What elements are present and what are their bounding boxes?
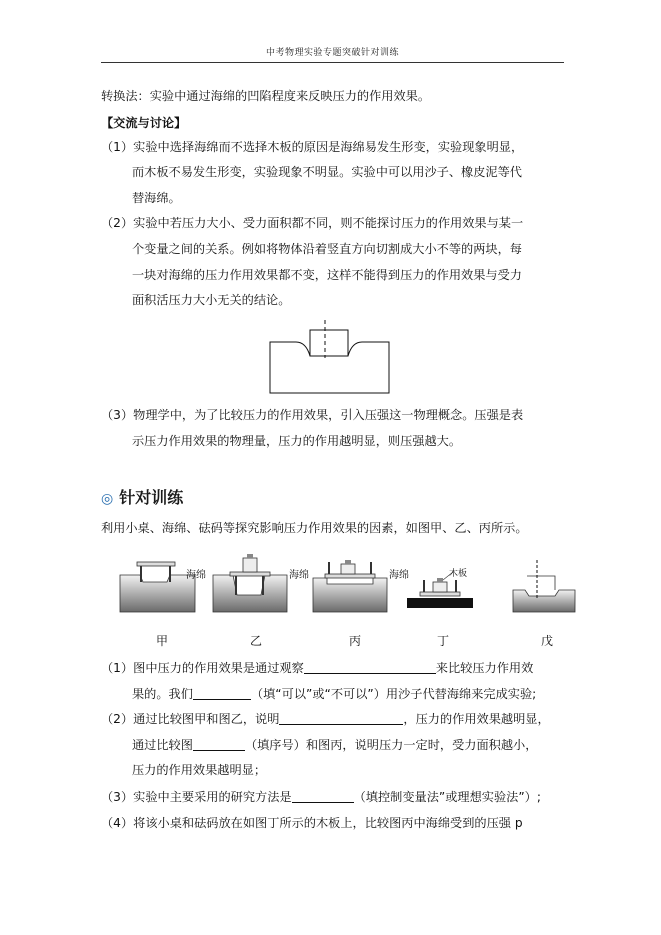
discussion-item-1-line-2: 而木板不易发生形变，实验现象不明显。实验中可以用沙子、橡皮泥等代 [132, 165, 522, 179]
question-1-line-2 [132, 685, 536, 702]
figure-yi [213, 554, 287, 612]
discussion-item-2-line-2: 个变量之间的关系。例如将物体沿着竖直方向切割成大小不等的两块，每 [132, 242, 522, 256]
page-header: 中考物理实验专题突破针对训练 [265, 48, 399, 58]
figure-bing [313, 560, 387, 612]
sponge-label-2: 海绵 [289, 570, 309, 581]
discussion-item-2-line-4: 面积活压力大小无关的结论。 [132, 293, 291, 307]
sponge-label-3: 海绵 [389, 570, 409, 581]
q2b-text-pre: 通过比较图 [132, 738, 193, 752]
discussion-item-2-line-3: 一块对海绵的压力作用效果都不变，这样不能得到压力的作用效果与受力 [132, 268, 522, 282]
q1b-text-pre: 果的。我们 [132, 687, 193, 701]
question-2-line-2 [132, 736, 537, 753]
caption-bing: 丙 [349, 634, 362, 648]
q3-answer-blank[interactable] [292, 790, 354, 803]
q3-text-post: （填控制变量法”或理想实验法”）; [353, 790, 541, 804]
q2b-text-post: （填序号）和图丙，说明压力一定时，受力面积越小， [244, 738, 538, 752]
discussion-item-3-line-2: 示压力作用效果的物理量，压力的作用越明显，则压强越大。 [132, 434, 462, 448]
q2-answer-blank-1[interactable] [279, 712, 403, 725]
discussion-item-1-line-1: （1）实验中选择海绵而不选择木板的原因是海绵易发生形变，实验现象明显， [101, 140, 524, 154]
q2-answer-blank-2[interactable] [193, 738, 245, 751]
question-2-line-1 [101, 710, 550, 727]
experiment-figure [115, 550, 580, 620]
q3-text-pre: （3）实验中主要采用的研究方法是 [101, 790, 292, 804]
question-2-line-3: 压力的作用效果越明显； [132, 763, 267, 777]
question-3-line [101, 788, 541, 805]
conversion-method-line: 转换法：实验中通过海绵的凹陷程度来反映压力的作用效果。 [101, 89, 431, 103]
board-label: 木板 [449, 569, 468, 579]
sponge-label-1: 海绵 [186, 570, 206, 581]
bullet-icon: ◎ [101, 491, 114, 507]
q1a-text-post: 来比较压力作用效 [435, 661, 534, 675]
discussion-item-3-line-1: （3）物理学中，为了比较压力的作用效果，引入压强这一物理概念。压强是表 [101, 408, 524, 422]
caption-ding: 丁 [437, 634, 450, 648]
q1-answer-blank-2[interactable] [193, 687, 251, 700]
discussion-item-2-line-1: （2）实验中若压力大小、受力面积都不同，则不能探讨压力的作用效果与某一 [101, 216, 524, 230]
q1a-text-pre: （1）图中压力的作用效果是通过观察 [101, 661, 304, 675]
section-intro: 利用小桌、海绵、砝码等探究影响压力作用效果的因素，如图甲、乙、丙所示。 [101, 521, 528, 535]
cut-sponge-diagram [268, 318, 393, 396]
discussion-heading: 【交流与讨论】 [101, 116, 187, 130]
question-1-line-1 [101, 659, 533, 676]
caption-jia: 甲 [156, 634, 169, 648]
question-4-line: （4）将该小桌和砝码放在如图丁所示的木板上，比较图丙中海绵受到的压强 p [101, 816, 523, 830]
header-rule [101, 62, 564, 63]
q1-answer-blank-1[interactable] [304, 661, 436, 674]
section-title [101, 485, 183, 508]
caption-wu: 戊 [541, 634, 554, 648]
discussion-item-1-line-3: 替海绵。 [132, 191, 181, 205]
q2a-text-pre: （2）通过比较图甲和图乙，说明 [101, 712, 280, 726]
caption-yi: 乙 [250, 634, 263, 648]
q2a-text-post: ，压力的作用效果越明显， [403, 712, 550, 726]
figure-wu [513, 560, 575, 612]
q1b-text-post: （填“可以”或“不可以”）用沙子代替海绵来完成实验; [250, 687, 537, 701]
figure-jia [120, 562, 195, 612]
section-title-text: 针对训练 [119, 488, 184, 507]
